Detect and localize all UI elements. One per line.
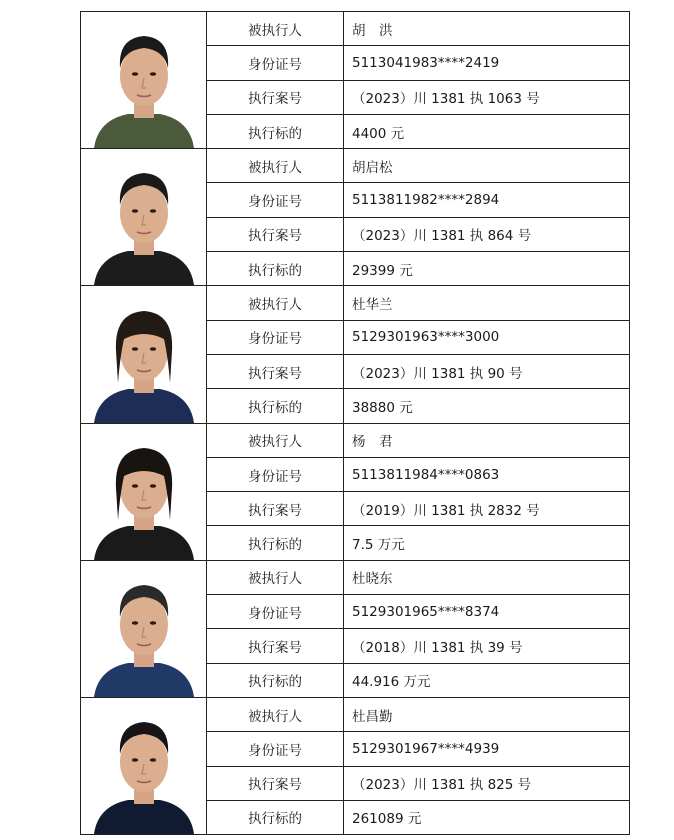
portrait-icon (90, 706, 198, 834)
field-label: 身份证号 (207, 46, 344, 80)
portrait-icon (90, 432, 198, 560)
photo-cell (81, 560, 207, 697)
debtor-table-container (80, 11, 630, 835)
debtor-table (80, 11, 630, 835)
person-photo (90, 706, 198, 834)
photo-cell (81, 697, 207, 834)
field-value-id: 5113041983****2419 (344, 46, 630, 80)
field-value-name: 胡 洪 (344, 12, 630, 46)
field-label: 身份证号 (207, 595, 344, 629)
field-label: 被执行人 (207, 423, 344, 457)
field-label: 被执行人 (207, 697, 344, 731)
field-value-case: （2023）川 1381 执 825 号 (344, 766, 630, 800)
person-photo (90, 20, 198, 148)
field-label: 执行案号 (207, 217, 344, 251)
field-value-amount: 261089 元 (344, 800, 630, 834)
field-label: 执行标的 (207, 526, 344, 560)
field-label: 被执行人 (207, 560, 344, 594)
field-value-amount: 29399 元 (344, 252, 630, 286)
field-value-name: 杜昌勤 (344, 697, 630, 731)
portrait-icon (90, 569, 198, 697)
photo-cell (81, 149, 207, 286)
field-label: 被执行人 (207, 12, 344, 46)
field-label: 执行标的 (207, 663, 344, 697)
record-row-name (81, 286, 630, 320)
field-label: 执行标的 (207, 800, 344, 834)
field-label: 执行标的 (207, 252, 344, 286)
person-photo (90, 569, 198, 697)
field-label: 身份证号 (207, 320, 344, 354)
field-value-name: 胡启松 (344, 149, 630, 183)
person-photo (90, 295, 198, 423)
field-value-id: 5129301967****4939 (344, 732, 630, 766)
field-value-case: （2023）川 1381 执 864 号 (344, 217, 630, 251)
field-value-name: 杨 君 (344, 423, 630, 457)
photo-cell (81, 423, 207, 560)
field-label: 身份证号 (207, 183, 344, 217)
field-value-name: 杜华兰 (344, 286, 630, 320)
field-label: 执行案号 (207, 766, 344, 800)
field-label: 执行标的 (207, 389, 344, 423)
record-row-name (81, 12, 630, 46)
field-label: 执行案号 (207, 629, 344, 663)
record-row-name (81, 560, 630, 594)
field-value-id: 5129301965****8374 (344, 595, 630, 629)
field-label: 执行标的 (207, 114, 344, 148)
field-value-case: （2023）川 1381 执 90 号 (344, 354, 630, 388)
field-value-name: 杜晓东 (344, 560, 630, 594)
photo-cell (81, 12, 207, 149)
field-value-case: （2018）川 1381 执 39 号 (344, 629, 630, 663)
field-value-id: 5113811982****2894 (344, 183, 630, 217)
portrait-icon (90, 157, 198, 285)
photo-cell (81, 286, 207, 423)
field-value-amount: 44.916 万元 (344, 663, 630, 697)
field-label: 执行案号 (207, 492, 344, 526)
portrait-icon (90, 20, 198, 148)
field-value-case: （2023）川 1381 执 1063 号 (344, 80, 630, 114)
field-value-amount: 38880 元 (344, 389, 630, 423)
record-row-name (81, 423, 630, 457)
field-value-id: 5129301963****3000 (344, 320, 630, 354)
field-label: 执行案号 (207, 354, 344, 388)
person-photo (90, 157, 198, 285)
field-value-amount: 7.5 万元 (344, 526, 630, 560)
person-photo (90, 432, 198, 560)
field-label: 被执行人 (207, 286, 344, 320)
field-label: 执行案号 (207, 80, 344, 114)
field-label: 身份证号 (207, 732, 344, 766)
field-value-amount: 4400 元 (344, 114, 630, 148)
field-label: 身份证号 (207, 457, 344, 491)
record-row-name (81, 149, 630, 183)
portrait-icon (90, 295, 198, 423)
field-value-id: 5113811984****0863 (344, 457, 630, 491)
field-label: 被执行人 (207, 149, 344, 183)
record-row-name (81, 697, 630, 731)
field-value-case: （2019）川 1381 执 2832 号 (344, 492, 630, 526)
